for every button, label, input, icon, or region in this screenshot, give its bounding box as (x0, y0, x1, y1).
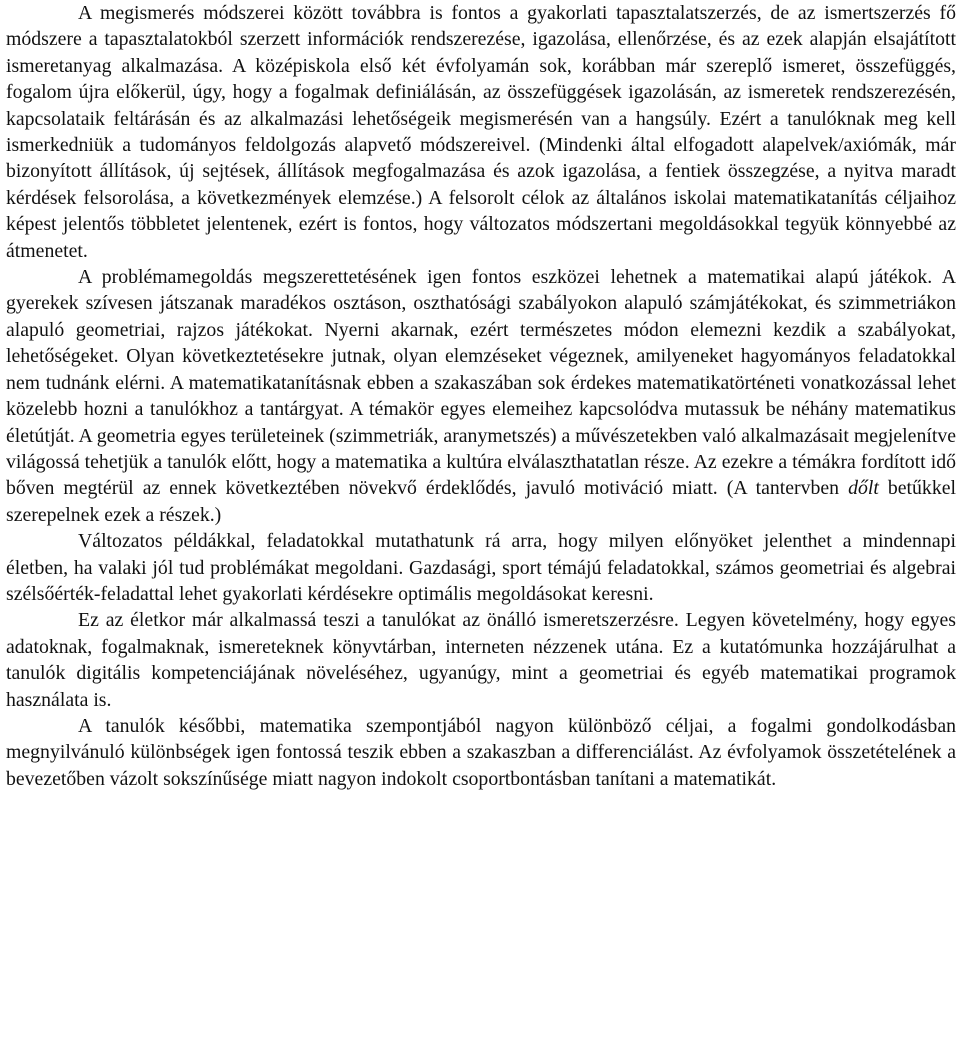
paragraph-2-text-end: betűkkel szerepelnek ezek a részek.) (6, 477, 956, 526)
paragraph-5 (6, 713, 956, 792)
paragraph-3 (6, 528, 956, 607)
italic-word: dőlt (848, 477, 879, 500)
paragraph-2-text-start: A problémamegoldás megszerettetésének igen fontos eszközei lehetnek a matematikai alapú játékok. A gyerekek szívesen játszanak maradékos osztáson, oszthatósági szabályokon alapuló számjátékokat, és szimmetriákon alapuló geometriai, rajzos játékokat. Nyerni akarnak, ezért természetes módon elemezni kezdik a szabályokat, lehetőségeket. Olyan következtetésekre jutnak, olyan elemzéseket végeznek, amilyeneket hagyományos feladatokkal nem tudnánk elérni. A matematikatanításnak ebben a szakaszában sok érdekes matematikatörténeti vonatkozással lehet közelebb hozni a tanulókhoz a tantárgyat. A témakör egyes elemeihez kapcsolódva mutassuk be néhány matematikus életútját. A geometria egyes területeinek (szimmetriák, aranymetszés) a művészetekben való alkalmazásait megjelenítve világossá tehetjük a tanulók előtt, hogy a matematika a kultúra elválaszthatatlan része. Az ezekre a témákra fordított idő bőven megtérül az ennek következtében növekvő érdeklődés, javuló motiváció miatt. (A tantervben (6, 266, 956, 500)
paragraph-4 (6, 607, 956, 713)
paragraph-1 (6, 0, 956, 264)
paragraph-1-text: A megismerés módszerei között továbbra is fontos a gyakorlati tapasztalatszerzés, de az ismertszerzés fő módszere a tapasztalatokból szerzett információk rendszerezése, igazolása, ellenőrzése, és az ezek alapján elsajátított ismeretanyag alkalmazása. A középiskola első két évfolyamán sok, korábban már szereplő ismeret, összefüggés, fogalom újra előkerül, úgy, hogy a fogalmak definiálásán, az összefüggések igazolásán, az ismeretek rendszerezésén, kapcsolataik feltárásán és az alkalmazási lehetőségeik megismerésén van a hangsúly. Ezért a tanulóknak meg kell ismerkedniük a tudományos feldolgozás alapvető módszereivel. (Mindenki által elfogadott alapelvek/axiómák, már bizonyított állítások, új sejtések, állítások megfogalmazása és azok igazolása, a fentiek összegzése, a nyitva maradt kérdések felsorolása, a következmények elemzése.) A felsorolt célok az általános iskolai matematikatanítás céljaihoz képest jelentős többletet jelentenek, ezért is fontos, hogy változatos módszertani megoldásokkal tegyük könnyebbé az átmenetet. (6, 2, 956, 262)
paragraph-2 (6, 264, 956, 528)
paragraph-4-text: Ez az életkor már alkalmassá teszi a tanulókat az önálló ismeretszerzésre. Legyen követelmény, hogy egyes adatoknak, fogalmaknak, ismereteknek könyvtárban, interneten nézzenek utána. Ez a kutatómunka hozzájárulhat a tanulók digitális kompetenciájának növeléséhez, ugyanúgy, mint a geometriai és egyéb matematikai programok használata is. (6, 609, 956, 711)
paragraph-3-text: Változatos példákkal, feladatokkal mutathatunk rá arra, hogy milyen előnyöket jelenthet a mindennapi életben, ha valaki jól tud problémákat megoldani. Gazdasági, sport témájú feladatokkal, számos geometriai és algebrai szélsőérték-feladattal lehet gyakorlati kérdésekre optimális megoldásokat keresni. (6, 530, 956, 605)
paragraph-5-text: A tanulók későbbi, matematika szempontjából nagyon különböző céljai, a fogalmi gondolkodásban megnyilvánuló különbségek igen fontossá teszik ebben a szakaszban a differenciálást. Az évfolyamok összetételének a bevezetőben vázolt sokszínűsége miatt nagyon indokolt csoportbontásban tanítani a matematikát. (6, 714, 956, 790)
